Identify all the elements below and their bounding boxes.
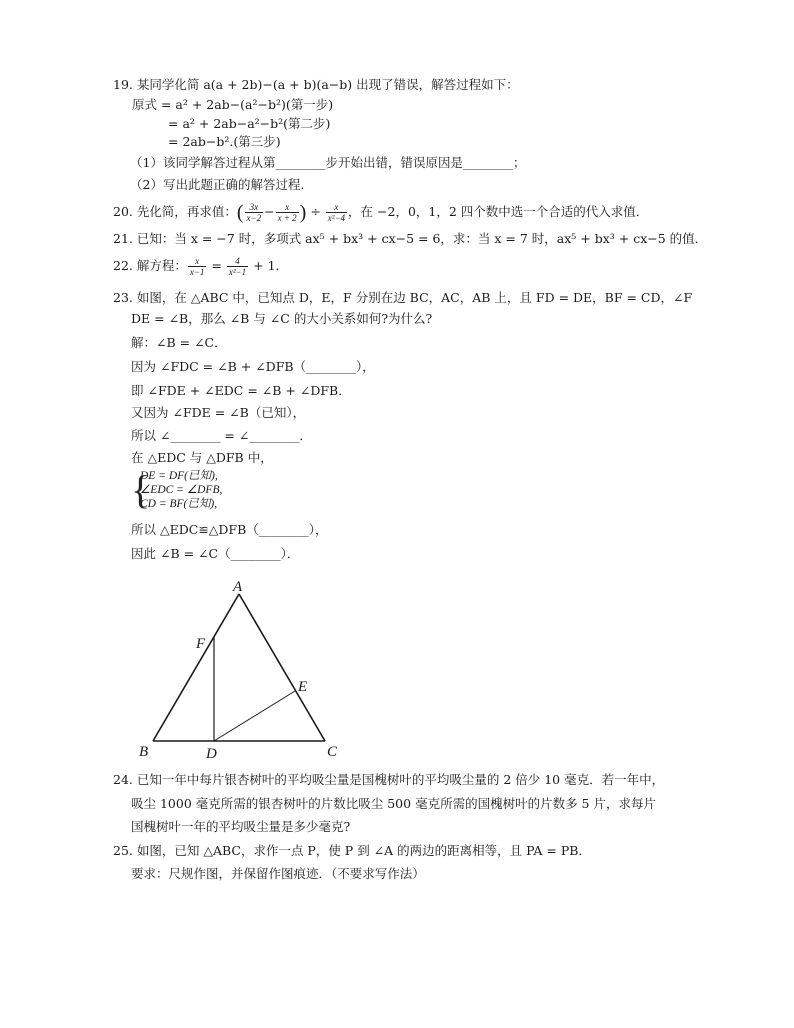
q19-part1: （1）该同学解答过程从第________步开始出错，错误原因是________； bbox=[130, 155, 526, 170]
q23-line-6: 在 △EDC 与 △DFB 中， bbox=[131, 450, 273, 465]
q24-line-2: 吸尘 1000 毫克所需的银杏树叶的片数比吸尘 500 毫克所需的国槐树叶的片数多 5 片，求每片 bbox=[131, 796, 656, 811]
q20-fraction-1: $\frac{3x}{x-2}$ bbox=[246, 202, 262, 223]
q20-fraction-2: $\frac{x}{x + 2}$ bbox=[277, 202, 297, 223]
q23-line-3: 即 ∠FDE + ∠EDC = ∠B + ∠DFB． bbox=[131, 383, 351, 398]
segment-ac bbox=[239, 594, 325, 741]
q22-fraction-1: $\frac{x}{x-1}$ bbox=[189, 256, 205, 277]
q19-stem: 19. 某同学化简 a(a + 2b)−(a + b)(a−b) 出现了错误，解答过程如下： bbox=[113, 77, 519, 92]
q20-line: 20. 先化简，再求值：( $\frac{3x}{x-2}$ − $\frac{x}{x + 2}$ ) ÷ $\frac{x}{\text{x²−4}}$ ，在 −2，0，1，2 四个数中选一个合适的代入求值． bbox=[113, 201, 649, 224]
label-b: B bbox=[139, 744, 149, 760]
q20-fraction-3: $\frac{x}{\text{x²−4}}$ bbox=[327, 202, 346, 223]
q24-line-1: 24. 已知一年中每片银杏树叶的平均吸尘量是国槐树叶的平均吸尘量的 2 倍少 10 毫克．若一年中， bbox=[113, 772, 665, 787]
q23-stem-2: DE = ∠B，那么 ∠B 与 ∠C 的大小关系如何?为什么? bbox=[131, 311, 433, 326]
label-d: D bbox=[206, 746, 217, 762]
q23-line-8: 因此 ∠B = ∠C（________）． bbox=[131, 546, 300, 561]
q23-system-line-1: DE = DF(已知), bbox=[140, 470, 218, 482]
label-f: F bbox=[196, 636, 206, 652]
q21-text: 21. 已知：当 x = −7 时，多项式 ax⁵ + bx³ + cx−5 = 6，求：当 x = 7 时，ax⁵ + bx³ + cx−5 的值． bbox=[113, 231, 708, 246]
q19-part2: （2）写出此题正确的解答过程． bbox=[130, 177, 313, 192]
triangle-figure bbox=[130, 575, 360, 765]
q23-line-5: 所以 ∠________ = ∠________． bbox=[131, 428, 312, 443]
q22-fraction-2: $\frac{4}{\text{x²−1}}$ bbox=[228, 256, 247, 277]
q23-system-line-3: CD = BF(已知), bbox=[140, 498, 218, 510]
q23-system-line-2: ∠EDC = ∠DFB, bbox=[140, 484, 223, 496]
q25-line-1: 25. 如图，已知 △ABC，求作一点 P，使 P 到 ∠A 的两边的距离相等，且 PA = PB． bbox=[113, 843, 591, 858]
label-e: E bbox=[298, 679, 308, 695]
q23-line-1: 解：∠B = ∠C． bbox=[131, 335, 227, 350]
q22-suffix: + 1． bbox=[253, 258, 289, 273]
q23-stem-1: 23. 如图，在 △ABC 中，已知点 D，E，F 分别在边 BC，AC，AB 上，且 FD = DE，BF = CD，∠F bbox=[113, 290, 693, 305]
q23-line-7: 所以 △EDC≌△DFB（________）， bbox=[131, 522, 328, 537]
segment-ab bbox=[153, 594, 239, 741]
label-a: A bbox=[233, 579, 243, 595]
q24-line-3: 国槐树叶一年的平均吸尘量是多少毫克? bbox=[131, 819, 351, 834]
q25-line-2: 要求：尺规作图，并保留作图痕迹．（不要求写作法） bbox=[131, 866, 425, 881]
q19-step0: 原式 = a² + 2ab−(a²−b²)(第一步) bbox=[132, 97, 334, 112]
q22-line: 22. 解方程： $\frac{x}{x-1}$ = $\frac{4}{\text{x²−1}}$ + 1． bbox=[113, 256, 289, 277]
left-brace-icon: { bbox=[131, 467, 151, 512]
q19-step1: = a² + 2ab−a²−b²(第二步) bbox=[168, 116, 331, 131]
q19-step2: = 2ab−b².(第三步) bbox=[168, 134, 281, 149]
segment-de bbox=[214, 691, 295, 741]
label-c: C bbox=[327, 744, 338, 760]
q22-prefix: 22. 解方程： bbox=[113, 258, 187, 273]
q20-suffix: ，在 −2，0，1，2 四个数中选一个合适的代入求值． bbox=[348, 204, 649, 219]
q23-line-2: 因为 ∠FDC = ∠B + ∠DFB（________）， bbox=[131, 359, 375, 374]
q20-prefix: 20. 先化简，再求值： bbox=[113, 204, 237, 219]
q23-line-4: 又因为 ∠FDE = ∠B（已知）， bbox=[131, 405, 306, 420]
